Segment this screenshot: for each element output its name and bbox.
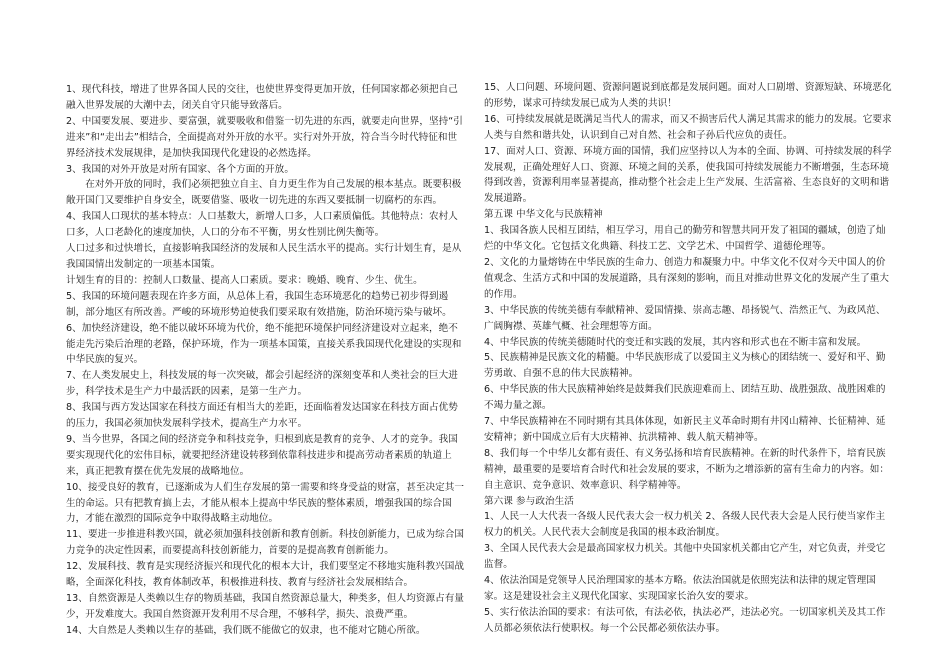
- paragraph: 第五课 中华文化与民族精神: [484, 209, 603, 221]
- paragraph: 7、在人类发展史上，科技发展的每一次突破，都会引起经济的深刻变革和人类社会的巨大进步，科学技术是生产力中最活跃的因素，是第一生产力。: [66, 370, 458, 398]
- paragraph: 3、我国的对外开放是对所有国家、各个方面的开放。: [66, 163, 294, 175]
- paragraph: 9、当今世界，各国之间的经济竞争和科技竞争，归根到底是教育的竞争、人才的竞争。我国要实现现代化的宏伟目标，就要把经济建设转移到依靠科技进步和提高劳动者素质的轨道上来，真正把教育摆在优先发展的战略地位。: [66, 433, 458, 477]
- paragraph: 1、现代科技，增进了世界各国人民的交往，也使世界变得更加开放，任何国家都必须把自己融入世界发展的大潮中去，闭关自守只能导致落后。: [66, 84, 458, 111]
- paragraph: 11、要进一步推进科教兴国，就必须加强科技创新和教育创新。科技创新能力，已成为综合国力竞争的决定性因素，而要提高科技创新能力，首要的是提高教育创新能力。: [66, 529, 465, 557]
- paragraph: 人口过多和过快增长，直接影响我国经济的发展和人民生活水平的提高。实行计划生育，是从我国国情出发制定的一项基本国策。: [66, 243, 462, 270]
- paragraph: 6、中华民族的伟大民族精神始终是鼓舞我们民族迎难而上、团结互助、战胜强敌、战胜困难的不竭力量之源。: [484, 384, 886, 412]
- right-text-column: [484, 80, 892, 637]
- paragraph: 8、我们每一个中华儿女都有责任、有义务弘扬和培育民族精神。在新的时代条件下，培育民族精神，最重要的是要培育合时代和社会发展的要求，不断为之增添新的富有生命力的内容。如：自主意识、竞争意识、效率意识、科学精神等。: [484, 447, 890, 491]
- paragraph: 1、人民一人大代表一各级人民代表大会一权力机关 2、各级人民代表大会是人民行使当家作主权力的机关。人民代表大会制度是我国的根本政治制度。: [484, 511, 886, 539]
- paragraph: 5、民族精神是民族文化的精髓。中华民族形成了以爱国主义为核心的团结统一、爱好和平、勤劳勇敢、自强不息的伟大民族精神。: [484, 352, 886, 380]
- paragraph: 第六课 参与政治生活: [484, 495, 574, 507]
- paragraph: 2、文化的力量熔铸在中华民族的生命力、创造力和凝聚力中。中华文化不仅对今天中国人的价值观念、生活方式和中国的发展道路，具有深刻的影响，而且对推动世界文化的发展产生了重大的作用。: [484, 256, 890, 300]
- paragraph: 计划生育的目的：控制人口数量、提高人口素质。要求：晚婚、晚育、少生、优生。: [66, 274, 423, 286]
- paragraph: 4、中华民族的传统美德随时代的变迁和实践的发展，其内容和形式也在不断丰富和发展。: [484, 336, 867, 348]
- paragraph: 14、大自然是人类赖以生存的基础，我们既不能做它的奴隶，也不能对它随心所欲。: [66, 624, 426, 636]
- paragraph: 15、人口问题、环境问题、资源问题说到底都是发展问题。面对人口剧增、资源短缺、环境恶化的形势，谋求可持续发展已成为人类的共识！: [484, 82, 892, 109]
- left-text-column: [66, 82, 466, 639]
- paragraph: 16、可持续发展就是既满足当代人的需求，而又不损害后代人满足其需求的能力的发展。它要求人类与自然和谐共处，认识到自己对自然、社会和子孙后代应负的责任。: [484, 113, 892, 141]
- paragraph: 8、我国与西方发达国家在科技方面还有相当大的差距，还面临着发达国家在科技方面占优势的压力，我国必须加快发展科学技术，提高生产力水平。: [66, 402, 458, 430]
- paragraph: 2、中国要发展、要进步、要富强，就要吸收和借鉴一切先进的东西，就要走向世界，坚持“引进来”和“走出去”相结合，全面提高对外开放的水平。实行对外开放，符合当今时代特征和世界经济技术发展规律，是加快我国现代化建设的必然选择。: [66, 115, 463, 159]
- paragraph: 4、我国人口现状的基本特点：人口基数大，新增人口多，人口素质偏低。其他特点：农村人口多，人口老龄化的速度加快，人口的分布不平衡，男女性别比例失衡等。: [66, 211, 458, 239]
- paragraph: 1、我国各族人民相互团结，相互学习，用自己的勤劳和智慧共同开发了祖国的疆域，创造了灿烂的中华文化。它包括文化典籍、科技工艺、文学艺术、中国哲学、道德伦理等。: [484, 225, 886, 253]
- paragraph: 13、自然资源是人类赖以生存的物质基础，我国自然资源总量大，种类多，但人均资源占有量少，开发难度大。我国自然资源开发利用不尽合理，不够科学，损失、浪费严重。: [66, 593, 465, 620]
- paragraph: 12、发展科技、教育是实现经济振兴和现代化的根本大计，我们要坚定不移地实施科教兴国战略，全面深化科技，教育体制改革，积极推进科技、教育与经济社会发展相结合。: [66, 561, 465, 589]
- paragraph: 3、中华民族的传统美德有奉献精神、爱国情操、崇高志趣、昂扬锐气、浩然正气、为政风范、广阔胸襟、英雄气概、社会理想等方面。: [484, 304, 886, 332]
- paragraph: 5、实行依法治国的要求：有法可依，有法必依，执法必严，违法必究。一切国家机关及其工作人员都必须依法行使职权。每一个公民都必须依法办事。: [484, 606, 886, 634]
- paragraph: 7、中华民族精神在不同时期有其具体体现，如新民主义革命时期有井冈山精神、长征精神、延安精神；新中国成立后有大庆精神、抗洪精神、载人航天精神等。: [484, 416, 886, 443]
- paragraph: 4、依法治国是党领导人民治理国家的基本方略。依法治国就是依照宪法和法律的规定管理国家。这是建设社会主义现代化国家、实现国家长治久安的要求。: [484, 575, 876, 602]
- paragraph: 5、我国的环境问题表现在许多方面，从总体上看，我国生态环境恶化的趋势已初步得到遏制，部分地区有所改善。严峻的环境形势迫使我们要采取有效措施，防治环境污染与破坏。: [66, 290, 452, 318]
- paragraph: 10、接受良好的教育，已逐渐成为人们生存发展的第一需要和终身受益的财富，甚至决定其一生的命运。只有把教育搞上去，才能从根本上提高中华民族的整体素质，增强我国的综合国力，才能在激烈的国际竞争中取得战略主动地位。: [66, 481, 465, 525]
- paragraph: 6、加快经济建设，绝不能以破坏环境为代价，绝不能把环境保护同经济建设对立起来，绝不能走先污染后治理的老路，保护环境，作为一项基本国策，直接关系我国现代化建设的实现和中华民族的复兴。: [66, 322, 462, 366]
- paragraph: 在对外开放的同时，我们必须把独立自主、自力更生作为自己发展的根本基点。既要积极敞开国门又要维护自身安全，既要借鉴、吸收一切先进的东西又要抵制一切腐朽的东西。: [66, 179, 462, 207]
- paragraph: 3、全国人民代表大会是最高国家权力机关。其他中央国家机关都由它产生，对它负责，并受它监督。: [484, 543, 886, 571]
- paragraph: 17、面对人口、资源、环境方面的国情，我们应坚持以人为本的全面、协调、可持续发展的科学发展观，正确处理好人口、资源、环境之间的关系，使我国可持续发展能力不断增强，生态环境得到改善，资源利用率显著提高，推动整个社会走上生产发展、生活富裕、生态良好的文明和谐发展道路。: [484, 145, 892, 205]
